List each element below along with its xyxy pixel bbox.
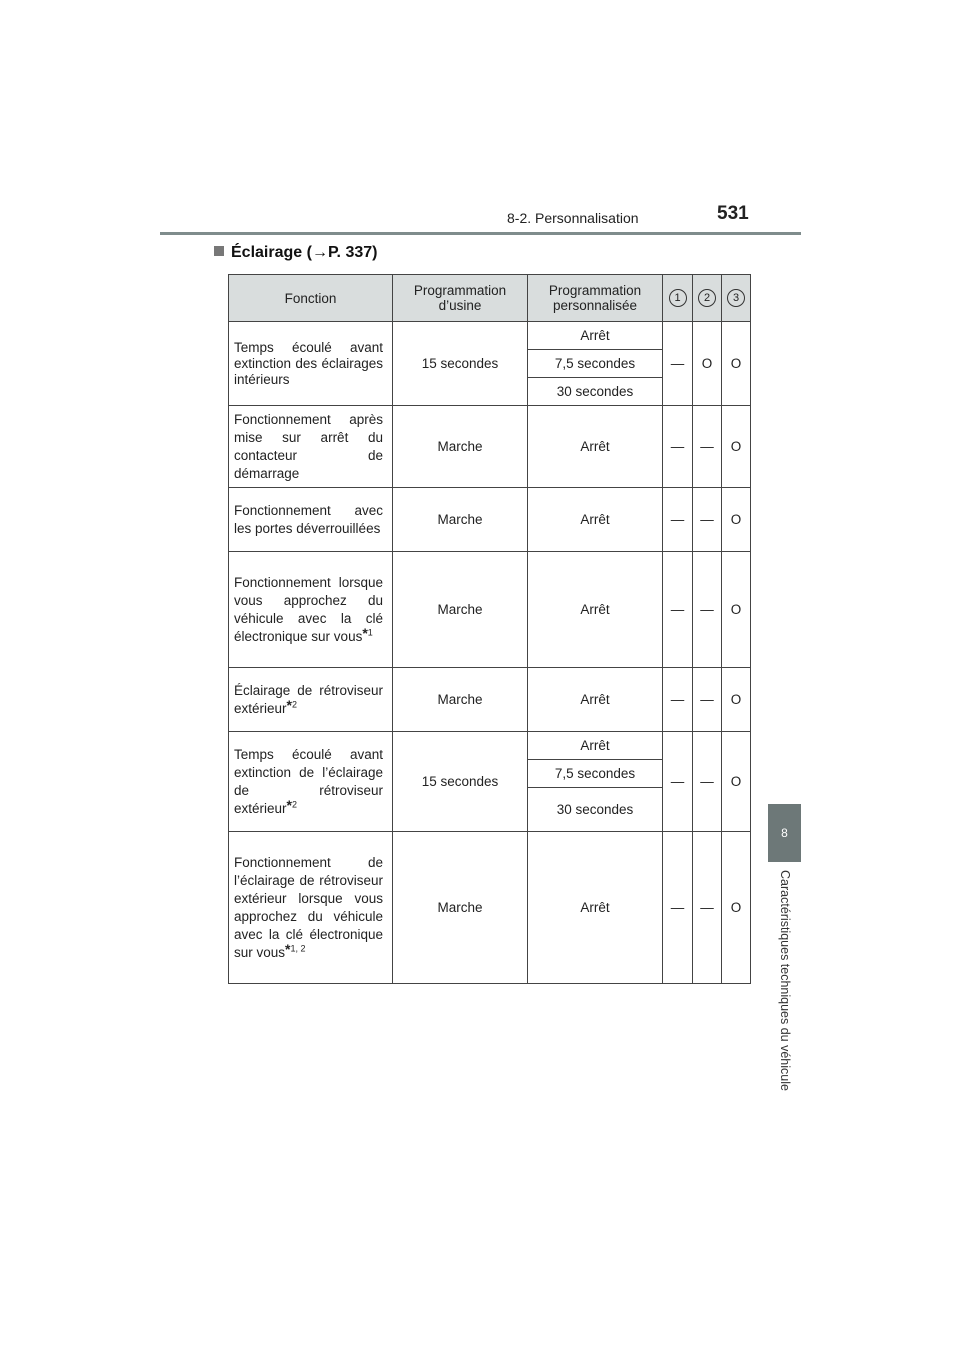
custom-option-cell: 30 secondes	[528, 788, 663, 832]
default-cell: Marche	[393, 406, 528, 488]
heading-page-ref[interactable]: P. 337)	[327, 244, 378, 261]
function-text: Fonctionnement lorsque vous approchez du véhicule avec la clé électronique sur vous	[234, 574, 383, 644]
function-text: Éclairage de rétroviseur extérieur	[234, 682, 383, 716]
function-cell	[229, 832, 393, 984]
marker-cell: O	[722, 552, 751, 668]
table-row	[229, 732, 751, 760]
function-cell	[229, 668, 393, 732]
marker-cell: O	[722, 668, 751, 732]
marker-cell: —	[693, 406, 722, 488]
table-header-row	[229, 275, 751, 322]
function-cell	[229, 552, 393, 668]
marker-cell: O	[722, 732, 751, 832]
footnote-star: *	[286, 796, 292, 813]
custom-option-cell: 30 secondes	[528, 378, 663, 406]
marker-cell: —	[663, 322, 693, 406]
table-row	[229, 832, 751, 984]
column-header-1	[663, 275, 693, 322]
table-row	[229, 668, 751, 732]
custom-cell: Arrêt	[528, 668, 663, 732]
footnote-ref: 1	[367, 627, 373, 637]
table-row	[229, 406, 751, 488]
function-cell: Fonctionnement après mise sur arrêt du contacteur de démarrage	[229, 406, 393, 488]
footnote-ref: 1, 2	[290, 943, 306, 953]
circled-number-icon: 3	[727, 289, 745, 307]
default-cell: Marche	[393, 488, 528, 552]
circled-number-icon: 2	[698, 289, 716, 307]
customization-table	[228, 274, 751, 984]
marker-cell: —	[663, 668, 693, 732]
custom-cell: Arrêt	[528, 488, 663, 552]
section-title: 8-2. Personnalisation	[507, 210, 639, 226]
custom-option-cell: Arrêt	[528, 732, 663, 760]
marker-cell: —	[663, 832, 693, 984]
heading-title: Éclairage (	[231, 244, 312, 261]
function-cell: Temps écoulé avant extinction des éclairages intérieurs	[229, 322, 393, 406]
table-row	[229, 552, 751, 668]
default-cell: 15 secondes	[393, 732, 528, 832]
marker-cell: —	[693, 732, 722, 832]
table-row	[229, 488, 751, 552]
marker-cell: —	[693, 488, 722, 552]
column-header-function: Fonction	[229, 275, 393, 322]
function-cell: Fonctionnement avec les portes déverrouillées	[229, 488, 393, 552]
marker-cell: O	[722, 406, 751, 488]
custom-option-cell: 7,5 secondes	[528, 350, 663, 378]
custom-cell: Arrêt	[528, 552, 663, 668]
default-cell: Marche	[393, 832, 528, 984]
marker-cell: —	[663, 552, 693, 668]
marker-cell: O	[722, 322, 751, 406]
column-header-3	[722, 275, 751, 322]
marker-cell: —	[693, 668, 722, 732]
marker-cell: O	[693, 322, 722, 406]
marker-cell: —	[693, 832, 722, 984]
default-cell: 15 secondes	[393, 322, 528, 406]
page-number: 531	[717, 203, 749, 224]
column-header-default: Programmation d’usine	[393, 275, 528, 322]
custom-option-cell: Arrêt	[528, 322, 663, 350]
chapter-title: Caractéristiques techniques du véhicule	[778, 870, 792, 1091]
custom-cell: Arrêt	[528, 832, 663, 984]
footnote-ref: 2	[291, 699, 297, 709]
function-cell	[229, 732, 393, 832]
footnote-star: *	[285, 940, 291, 957]
footnote-ref: 2	[291, 799, 297, 809]
square-bullet-icon	[214, 246, 224, 256]
column-header-2	[693, 275, 722, 322]
footnote-star: *	[362, 624, 368, 641]
circled-number-icon: 1	[669, 289, 687, 307]
subsection-heading	[214, 244, 377, 262]
default-cell: Marche	[393, 552, 528, 668]
marker-cell: —	[693, 552, 722, 668]
column-header-custom: Programmation personnalisée	[528, 275, 663, 322]
marker-cell: O	[722, 488, 751, 552]
arrow-icon: →	[311, 244, 328, 261]
marker-cell: O	[722, 832, 751, 984]
marker-cell: —	[663, 732, 693, 832]
function-text: Temps écoulé avant extinction de l’éclairage de rétroviseur extérieur	[234, 746, 383, 816]
table-row	[229, 322, 751, 350]
custom-cell: Arrêt	[528, 406, 663, 488]
function-text: Fonctionnement de l’éclairage de rétroviseur extérieur lorsque vous approchez du véhicule avec la clé électronique sur vous	[234, 854, 383, 960]
chapter-tab[interactable]: 8	[768, 804, 801, 862]
footnote-star: *	[286, 696, 292, 713]
header-divider	[160, 232, 801, 235]
marker-cell: —	[663, 406, 693, 488]
marker-cell: —	[663, 488, 693, 552]
custom-option-cell: 7,5 secondes	[528, 760, 663, 788]
default-cell: Marche	[393, 668, 528, 732]
